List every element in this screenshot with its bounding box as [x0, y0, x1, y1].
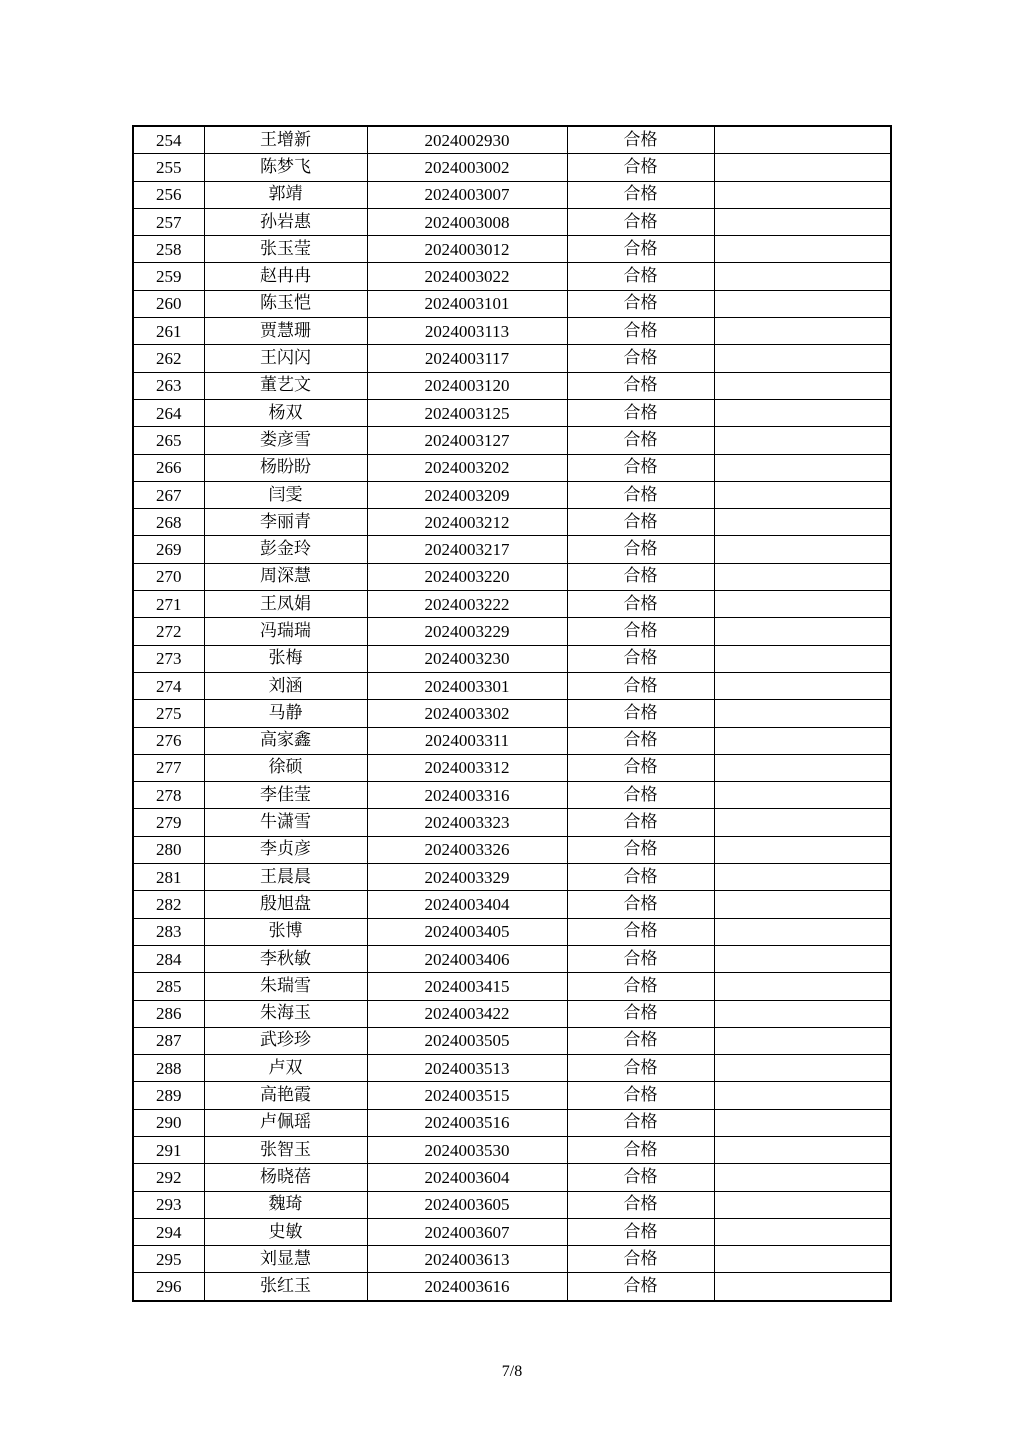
exam-id-cell: 2024003220	[367, 563, 567, 590]
row-number-cell: 276	[133, 727, 204, 754]
row-number-cell: 258	[133, 236, 204, 263]
row-number-cell: 290	[133, 1109, 204, 1136]
table-body	[133, 126, 891, 1301]
result-cell: 合格	[567, 318, 714, 345]
exam-id-cell: 2024003605	[367, 1191, 567, 1218]
remark-cell	[714, 618, 891, 645]
table-row	[133, 864, 891, 891]
remark-cell	[714, 208, 891, 235]
remark-cell	[714, 645, 891, 672]
name-cell: 彭金玲	[204, 536, 367, 563]
exam-id-cell: 2024003406	[367, 945, 567, 972]
table-row	[133, 1218, 891, 1245]
name-cell: 李佳莹	[204, 782, 367, 809]
result-cell: 合格	[567, 754, 714, 781]
result-cell: 合格	[567, 918, 714, 945]
table-row	[133, 481, 891, 508]
result-cell: 合格	[567, 645, 714, 672]
result-cell: 合格	[567, 1055, 714, 1082]
exam-id-cell: 2024003229	[367, 618, 567, 645]
name-cell: 刘涵	[204, 672, 367, 699]
result-cell: 合格	[567, 591, 714, 618]
result-cell: 合格	[567, 454, 714, 481]
table-row	[133, 973, 891, 1000]
remark-cell	[714, 345, 891, 372]
result-cell: 合格	[567, 126, 714, 154]
exam-id-cell: 2024003616	[367, 1273, 567, 1301]
row-number-cell: 293	[133, 1191, 204, 1218]
remark-cell	[714, 1273, 891, 1301]
remark-cell	[714, 263, 891, 290]
row-number-cell: 265	[133, 427, 204, 454]
name-cell: 殷旭盘	[204, 891, 367, 918]
exam-id-cell: 2024003101	[367, 290, 567, 317]
remark-cell	[714, 754, 891, 781]
exam-id-cell: 2024003217	[367, 536, 567, 563]
result-cell: 合格	[567, 618, 714, 645]
row-number-cell: 269	[133, 536, 204, 563]
table-row	[133, 154, 891, 181]
exam-id-cell: 2024003125	[367, 399, 567, 426]
remark-cell	[714, 536, 891, 563]
exam-id-cell: 2024003405	[367, 918, 567, 945]
result-cell: 合格	[567, 399, 714, 426]
result-cell: 合格	[567, 891, 714, 918]
table-row	[133, 591, 891, 618]
row-number-cell: 273	[133, 645, 204, 672]
exam-id-cell: 2024003422	[367, 1000, 567, 1027]
table-row	[133, 754, 891, 781]
row-number-cell: 277	[133, 754, 204, 781]
exam-id-cell: 2024003604	[367, 1164, 567, 1191]
remark-cell	[714, 427, 891, 454]
result-cell: 合格	[567, 973, 714, 1000]
name-cell: 李丽青	[204, 509, 367, 536]
remark-cell	[714, 1109, 891, 1136]
remark-cell	[714, 864, 891, 891]
table-row	[133, 700, 891, 727]
table-row	[133, 618, 891, 645]
table-row	[133, 1027, 891, 1054]
result-cell: 合格	[567, 1027, 714, 1054]
remark-cell	[714, 672, 891, 699]
table-row	[133, 645, 891, 672]
table-row	[133, 126, 891, 154]
name-cell: 杨晓蓓	[204, 1164, 367, 1191]
table-row	[133, 427, 891, 454]
exam-id-cell: 2024003312	[367, 754, 567, 781]
row-number-cell: 278	[133, 782, 204, 809]
row-number-cell: 262	[133, 345, 204, 372]
result-cell: 合格	[567, 481, 714, 508]
result-cell: 合格	[567, 1164, 714, 1191]
exam-id-cell: 2024003515	[367, 1082, 567, 1109]
row-number-cell: 295	[133, 1246, 204, 1273]
remark-cell	[714, 945, 891, 972]
table-row	[133, 891, 891, 918]
table-row	[133, 1246, 891, 1273]
result-cell: 合格	[567, 345, 714, 372]
result-cell: 合格	[567, 536, 714, 563]
name-cell: 王闪闪	[204, 345, 367, 372]
remark-cell	[714, 509, 891, 536]
table-row	[133, 208, 891, 235]
table-row	[133, 1055, 891, 1082]
row-number-cell: 268	[133, 509, 204, 536]
table-row	[133, 236, 891, 263]
result-cell: 合格	[567, 290, 714, 317]
name-cell: 高家鑫	[204, 727, 367, 754]
remark-cell	[714, 290, 891, 317]
result-cell: 合格	[567, 945, 714, 972]
result-cell: 合格	[567, 263, 714, 290]
row-number-cell: 256	[133, 181, 204, 208]
remark-cell	[714, 836, 891, 863]
result-cell: 合格	[567, 1136, 714, 1163]
table-row	[133, 1191, 891, 1218]
result-cell: 合格	[567, 1218, 714, 1245]
table-row	[133, 1082, 891, 1109]
row-number-cell: 264	[133, 399, 204, 426]
row-number-cell: 280	[133, 836, 204, 863]
row-number-cell: 267	[133, 481, 204, 508]
row-number-cell: 287	[133, 1027, 204, 1054]
remark-cell	[714, 700, 891, 727]
result-cell: 合格	[567, 1109, 714, 1136]
exam-id-cell: 2024003404	[367, 891, 567, 918]
table-row	[133, 345, 891, 372]
table-row	[133, 836, 891, 863]
exam-id-cell: 2024003613	[367, 1246, 567, 1273]
name-cell: 高艳霞	[204, 1082, 367, 1109]
row-number-cell: 259	[133, 263, 204, 290]
name-cell: 冯瑞瑞	[204, 618, 367, 645]
table-row	[133, 1000, 891, 1027]
name-cell: 杨双	[204, 399, 367, 426]
exam-id-cell: 2024003012	[367, 236, 567, 263]
name-cell: 赵冉冉	[204, 263, 367, 290]
result-cell: 合格	[567, 727, 714, 754]
exam-id-cell: 2024003415	[367, 973, 567, 1000]
exam-id-cell: 2024003323	[367, 809, 567, 836]
remark-cell	[714, 318, 891, 345]
exam-id-cell: 2024003311	[367, 727, 567, 754]
exam-id-cell: 2024003202	[367, 454, 567, 481]
exam-id-cell: 2024003127	[367, 427, 567, 454]
exam-id-cell: 2024003209	[367, 481, 567, 508]
table-row	[133, 263, 891, 290]
result-cell: 合格	[567, 782, 714, 809]
exam-id-cell: 2024003022	[367, 263, 567, 290]
name-cell: 周深慧	[204, 563, 367, 590]
row-number-cell: 266	[133, 454, 204, 481]
exam-id-cell: 2024003326	[367, 836, 567, 863]
name-cell: 娄彦雪	[204, 427, 367, 454]
result-cell: 合格	[567, 700, 714, 727]
remark-cell	[714, 1246, 891, 1273]
remark-cell	[714, 236, 891, 263]
table-row	[133, 372, 891, 399]
name-cell: 张梅	[204, 645, 367, 672]
name-cell: 李贞彦	[204, 836, 367, 863]
table-row	[133, 918, 891, 945]
row-number-cell: 289	[133, 1082, 204, 1109]
row-number-cell: 263	[133, 372, 204, 399]
name-cell: 卢佩瑶	[204, 1109, 367, 1136]
table-row	[133, 672, 891, 699]
row-number-cell: 294	[133, 1218, 204, 1245]
name-cell: 陈玉恺	[204, 290, 367, 317]
name-cell: 董艺文	[204, 372, 367, 399]
row-number-cell: 271	[133, 591, 204, 618]
name-cell: 朱海玉	[204, 1000, 367, 1027]
remark-cell	[714, 891, 891, 918]
name-cell: 王凤娟	[204, 591, 367, 618]
remark-cell	[714, 1082, 891, 1109]
remark-cell	[714, 782, 891, 809]
remark-cell	[714, 454, 891, 481]
table-row	[133, 399, 891, 426]
exam-id-cell: 2024003117	[367, 345, 567, 372]
row-number-cell: 281	[133, 864, 204, 891]
name-cell: 魏琦	[204, 1191, 367, 1218]
name-cell: 贾慧珊	[204, 318, 367, 345]
result-cell: 合格	[567, 509, 714, 536]
exam-id-cell: 2024003002	[367, 154, 567, 181]
exam-id-cell: 2024003513	[367, 1055, 567, 1082]
name-cell: 牛潇雪	[204, 809, 367, 836]
name-cell: 张博	[204, 918, 367, 945]
remark-cell	[714, 727, 891, 754]
remark-cell	[714, 563, 891, 590]
table-row	[133, 727, 891, 754]
row-number-cell: 254	[133, 126, 204, 154]
result-cell: 合格	[567, 1082, 714, 1109]
name-cell: 史敏	[204, 1218, 367, 1245]
row-number-cell: 257	[133, 208, 204, 235]
name-cell: 张玉莹	[204, 236, 367, 263]
table-row	[133, 1136, 891, 1163]
table-row	[133, 536, 891, 563]
exam-id-cell: 2024003530	[367, 1136, 567, 1163]
name-cell: 武珍珍	[204, 1027, 367, 1054]
result-cell: 合格	[567, 1273, 714, 1301]
result-cell: 合格	[567, 154, 714, 181]
page-number: 7/8	[501, 1363, 523, 1380]
table-row	[133, 782, 891, 809]
remark-cell	[714, 181, 891, 208]
name-cell: 王增新	[204, 126, 367, 154]
result-cell: 合格	[567, 181, 714, 208]
exam-id-cell: 2024003607	[367, 1218, 567, 1245]
exam-id-cell: 2024003302	[367, 700, 567, 727]
row-number-cell: 270	[133, 563, 204, 590]
remark-cell	[714, 1191, 891, 1218]
remark-cell	[714, 1218, 891, 1245]
row-number-cell: 292	[133, 1164, 204, 1191]
remark-cell	[714, 481, 891, 508]
row-number-cell: 272	[133, 618, 204, 645]
result-cell: 合格	[567, 427, 714, 454]
row-number-cell: 275	[133, 700, 204, 727]
name-cell: 陈梦飞	[204, 154, 367, 181]
exam-id-cell: 2024003008	[367, 208, 567, 235]
remark-cell	[714, 126, 891, 154]
exam-id-cell: 2024003505	[367, 1027, 567, 1054]
row-number-cell: 279	[133, 809, 204, 836]
table-row	[133, 290, 891, 317]
remark-cell	[714, 591, 891, 618]
result-cell: 合格	[567, 236, 714, 263]
remark-cell	[714, 1055, 891, 1082]
row-number-cell: 255	[133, 154, 204, 181]
remark-cell	[714, 1000, 891, 1027]
name-cell: 刘显慧	[204, 1246, 367, 1273]
table-row	[133, 563, 891, 590]
row-number-cell: 284	[133, 945, 204, 972]
name-cell: 张智玉	[204, 1136, 367, 1163]
name-cell: 郭靖	[204, 181, 367, 208]
row-number-cell: 288	[133, 1055, 204, 1082]
result-cell: 合格	[567, 563, 714, 590]
row-number-cell: 296	[133, 1273, 204, 1301]
row-number-cell: 261	[133, 318, 204, 345]
name-cell: 朱瑞雪	[204, 973, 367, 1000]
name-cell: 王晨晨	[204, 864, 367, 891]
table-row	[133, 1164, 891, 1191]
row-number-cell: 286	[133, 1000, 204, 1027]
remark-cell	[714, 372, 891, 399]
name-cell: 杨盼盼	[204, 454, 367, 481]
exam-id-cell: 2024003113	[367, 318, 567, 345]
exam-id-cell: 2024003222	[367, 591, 567, 618]
result-cell: 合格	[567, 672, 714, 699]
results-table	[132, 125, 892, 1302]
exam-id-cell: 2024003316	[367, 782, 567, 809]
remark-cell	[714, 918, 891, 945]
result-cell: 合格	[567, 1246, 714, 1273]
table-row	[133, 1109, 891, 1136]
result-cell: 合格	[567, 1000, 714, 1027]
remark-cell	[714, 1136, 891, 1163]
row-number-cell: 260	[133, 290, 204, 317]
exam-id-cell: 2024003329	[367, 864, 567, 891]
exam-id-cell: 2024003007	[367, 181, 567, 208]
row-number-cell: 274	[133, 672, 204, 699]
result-cell: 合格	[567, 1191, 714, 1218]
table-row	[133, 454, 891, 481]
row-number-cell: 282	[133, 891, 204, 918]
name-cell: 闫雯	[204, 481, 367, 508]
row-number-cell: 291	[133, 1136, 204, 1163]
name-cell: 孙岩惠	[204, 208, 367, 235]
exam-id-cell: 2024003212	[367, 509, 567, 536]
remark-cell	[714, 154, 891, 181]
exam-id-cell: 2024003120	[367, 372, 567, 399]
name-cell: 徐硕	[204, 754, 367, 781]
remark-cell	[714, 809, 891, 836]
table-row	[133, 181, 891, 208]
remark-cell	[714, 1027, 891, 1054]
result-cell: 合格	[567, 809, 714, 836]
row-number-cell: 283	[133, 918, 204, 945]
result-cell: 合格	[567, 836, 714, 863]
row-number-cell: 285	[133, 973, 204, 1000]
exam-id-cell: 2024003230	[367, 645, 567, 672]
remark-cell	[714, 973, 891, 1000]
table-row	[133, 945, 891, 972]
result-cell: 合格	[567, 864, 714, 891]
result-cell: 合格	[567, 208, 714, 235]
exam-id-cell: 2024003301	[367, 672, 567, 699]
table-row	[133, 1273, 891, 1301]
table-row	[133, 318, 891, 345]
result-cell: 合格	[567, 372, 714, 399]
table-row	[133, 509, 891, 536]
exam-id-cell: 2024002930	[367, 126, 567, 154]
name-cell: 李秋敏	[204, 945, 367, 972]
name-cell: 马静	[204, 700, 367, 727]
remark-cell	[714, 399, 891, 426]
name-cell: 张红玉	[204, 1273, 367, 1301]
table-row	[133, 809, 891, 836]
remark-cell	[714, 1164, 891, 1191]
exam-id-cell: 2024003516	[367, 1109, 567, 1136]
name-cell: 卢双	[204, 1055, 367, 1082]
